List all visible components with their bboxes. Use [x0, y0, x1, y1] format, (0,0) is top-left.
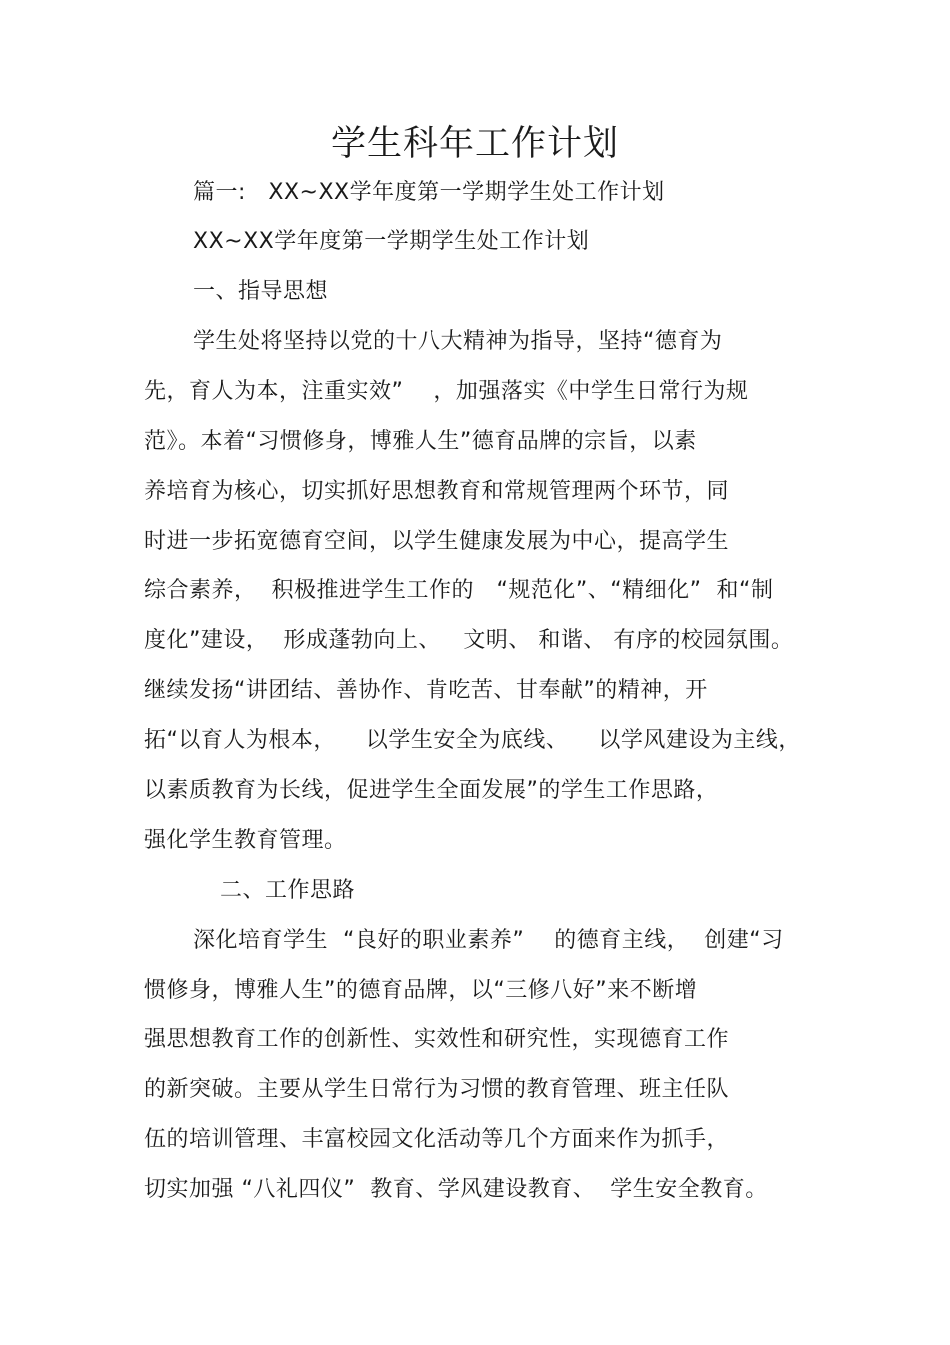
document-title: 学生科年工作计划 — [330, 124, 619, 164]
section1-line-9: 拓“以育人为根本， 以学生安全为底线、 以学风建设为主线， — [144, 728, 801, 753]
plan-heading: XX~XX学年度第一学期学生处工作计划 — [193, 229, 590, 254]
section1-line-11: 强化学生教育管理。 — [144, 828, 347, 853]
section1-line-2: 先，育人为本，注重实效” ，加强落实《中学生日常行为规 — [144, 379, 749, 404]
section2-line-5: 伍的培训管理、丰富校园文化活动等几个方面来作为抓手， — [144, 1127, 730, 1152]
section2-line-1: 深化培育学生 “良好的职业素养” 的德育主线， 创建“习 — [193, 928, 784, 953]
section1-line-1: 学生处将坚持以党的十八大精神为指导，坚持“德育为 — [193, 329, 723, 354]
subtitle-line: 篇一: XX~XX学年度第一学期学生处工作计划 — [193, 180, 665, 205]
section1-line-7: 度化”建设， 形成蓬勃向上、 文明、 和谐、 有序的校园氛围。 — [144, 628, 794, 653]
section2-line-3: 强思想教育工作的创新性、实效性和研究性，实现德育工作 — [144, 1027, 730, 1052]
section1-line-8: 继续发扬“讲团结、善协作、肯吃苦、甘奉献”的精神，开 — [144, 678, 708, 703]
section1-heading: 一、指导思想 — [193, 279, 329, 304]
section2-heading: 二、工作思路 — [220, 878, 356, 903]
section1-line-3: 范》。本着“习惯修身，博雅人生”德育品牌的宗旨，以素 — [144, 429, 697, 454]
section1-line-6: 综合素养， 积极推进学生工作的 “规范化”、“精细化” 和“制 — [144, 578, 774, 603]
section1-line-10: 以素质教育为长线，促进学生全面发展”的学生工作思路， — [144, 778, 719, 803]
section1-line-5: 时进一步拓宽德育空间，以学生健康发展为中心，提高学生 — [144, 529, 730, 554]
section1-line-4: 养培育为核心，切实抓好思想教育和常规管理两个环节，同 — [144, 479, 730, 504]
section2-line-2: 惯修身，博雅人生”的德育品牌，以“三修八好”来不断增 — [144, 978, 698, 1003]
section2-line-6: 切实加强 “八礼四仪” 教育、学风建设教育、 学生安全教育。 — [144, 1177, 768, 1202]
section2-line-4: 的新突破。主要从学生日常行为习惯的教育管理、班主任队 — [144, 1077, 730, 1102]
